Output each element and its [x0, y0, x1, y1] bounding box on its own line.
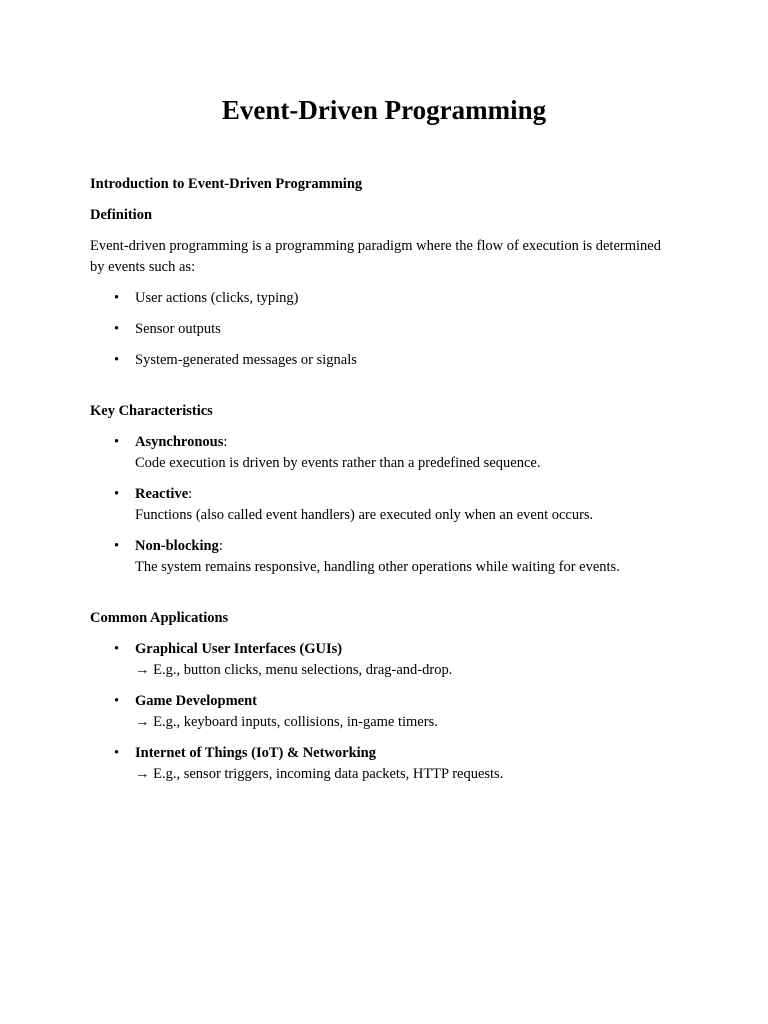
list-item	[135, 484, 678, 526]
term-separator: :	[223, 434, 228, 450]
term-separator: :	[218, 538, 223, 554]
list-item	[135, 432, 678, 474]
characteristic-term: Asynchronous	[135, 434, 224, 450]
application-description: → E.g., sensor triggers, incoming data packets, HTTP requests.	[135, 766, 504, 782]
characteristic-description: The system remains responsive, handling other operations while waiting for events.	[135, 559, 620, 575]
intro-heading: Introduction to Event-Driven Programming	[90, 176, 363, 192]
characteristic-term: Reactive	[135, 486, 189, 502]
application-term: Graphical User Interfaces (GUIs)	[135, 641, 343, 657]
list-item	[135, 743, 678, 785]
application-description: → E.g., keyboard inputs, collisions, in-game timers.	[135, 714, 438, 730]
characteristic-description: Code execution is driven by events rather than a predefined sequence.	[135, 455, 541, 471]
list-item	[135, 536, 678, 578]
definition-paragraph: Event-driven programming is a programming paradigm where the flow of execution is determined by events such as:	[90, 238, 661, 275]
application-term: Internet of Things (IoT) & Networking	[135, 745, 376, 761]
document-title: Event-Driven Programming	[221, 95, 547, 125]
definition-list	[90, 288, 678, 371]
list-item: • User actions (clicks, typing)	[135, 288, 678, 309]
term-separator: :	[188, 486, 193, 502]
definition-heading: Definition	[90, 207, 153, 223]
key-characteristics-list	[90, 432, 678, 578]
key-characteristics-heading: Key Characteristics	[90, 403, 213, 419]
characteristic-description: Functions (also called event handlers) are executed only when an event occurs.	[135, 507, 594, 523]
characteristic-term: Non-blocking	[135, 538, 219, 554]
common-applications-heading: Common Applications	[90, 610, 229, 626]
common-applications-list	[90, 639, 678, 785]
list-item: • Sensor outputs	[135, 319, 678, 340]
list-item	[135, 691, 678, 733]
application-description: → E.g., button clicks, menu selections, drag-and-drop.	[135, 662, 453, 678]
list-item	[135, 639, 678, 681]
application-term: Game Development	[135, 693, 258, 709]
list-item: • System-generated messages or signals	[135, 350, 678, 371]
